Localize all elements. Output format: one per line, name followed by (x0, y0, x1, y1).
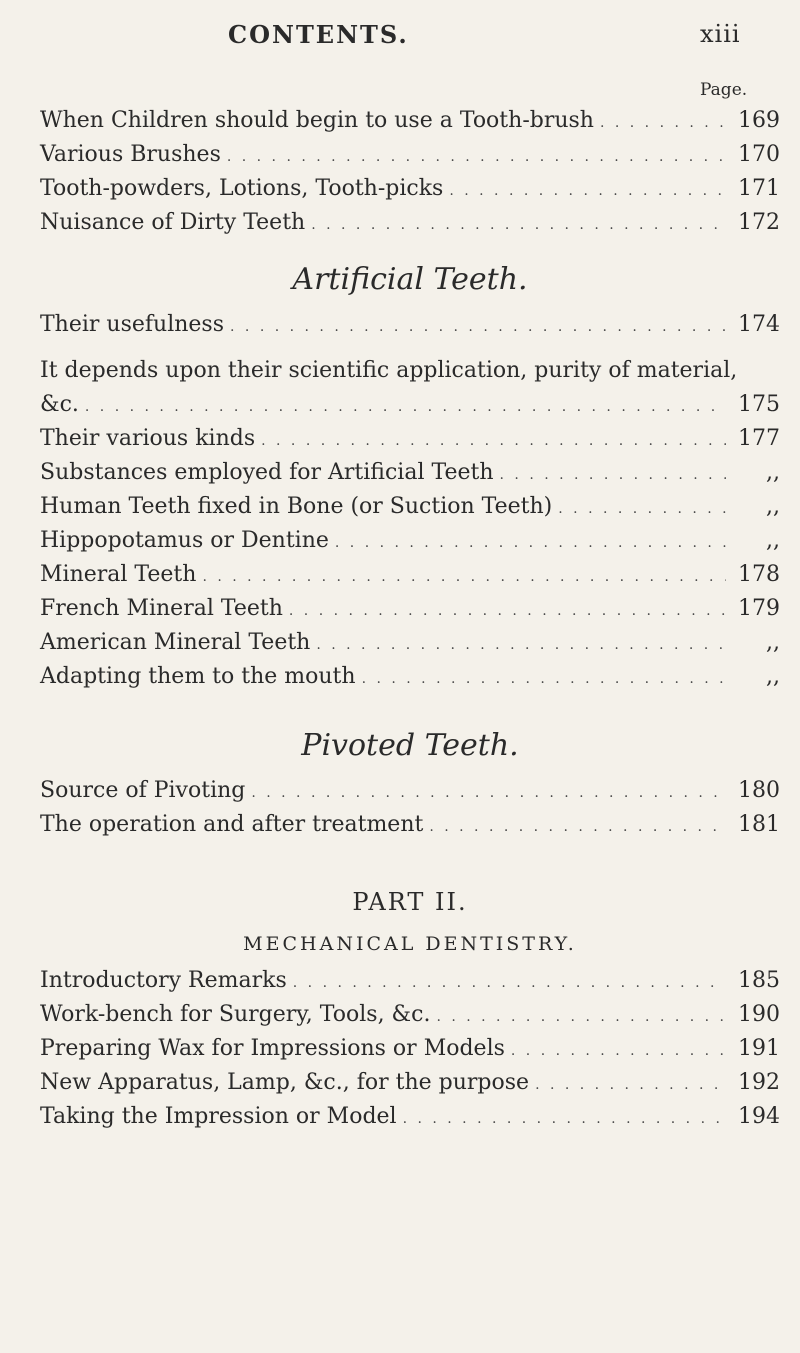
dot-leader (535, 1068, 726, 1102)
entry-page: 170 (738, 142, 780, 167)
toc-entry (40, 774, 780, 808)
dot-leader (289, 594, 726, 628)
entry-page: ,, (766, 630, 780, 655)
dot-leader (316, 628, 726, 662)
dot-leader (311, 208, 726, 242)
entry-page: 171 (738, 176, 780, 201)
toc-entry (40, 490, 780, 524)
entry-title: Their various kinds (40, 426, 256, 451)
entry-title: Substances employed for Artificial Teeth (40, 460, 494, 485)
running-title: CONTENTS. (228, 20, 409, 49)
entry-page: 194 (738, 1104, 780, 1129)
dot-leader (429, 810, 726, 844)
dot-leader (500, 458, 726, 492)
entry-title: Introductory Remarks (40, 968, 287, 993)
entry-group-tooth-brush (40, 104, 780, 240)
toc-entry (40, 172, 780, 206)
toc-entry (40, 964, 780, 998)
toc-entry (40, 660, 780, 694)
entry-title: French Mineral Teeth (40, 596, 283, 621)
dot-leader (403, 1102, 726, 1136)
toc-entry-continued (40, 388, 780, 422)
part-subtitle: MECHANICAL DENTISTRY. (243, 933, 577, 955)
entry-title: Tooth-powders, Lotions, Tooth-picks (40, 176, 444, 201)
dot-leader (511, 1034, 726, 1068)
section-heading-artificial-teeth: Artificial Teeth. (292, 262, 528, 297)
entry-page: 191 (738, 1036, 780, 1061)
entry-title: Work-bench for Surgery, Tools, &c. (40, 1002, 431, 1027)
toc-entry (40, 1100, 780, 1134)
dot-leader (251, 776, 726, 810)
toc-entry (40, 524, 780, 558)
toc-entry (40, 592, 780, 626)
entry-page: 181 (738, 812, 780, 837)
entry-title: The operation and after treatment (40, 812, 424, 837)
toc-entry (40, 206, 780, 240)
entry-title: Mineral Teeth (40, 562, 197, 587)
entry-title: Preparing Wax for Impressions or Models (40, 1036, 505, 1061)
entry-group-mechanical (40, 964, 780, 1134)
toc-entry (40, 456, 780, 490)
entry-page: 190 (738, 1002, 780, 1027)
dot-leader (362, 662, 726, 696)
page-column-label: Page. (700, 80, 748, 100)
page-header (0, 20, 800, 54)
entry-page: 174 (738, 312, 780, 337)
toc-entry (40, 308, 780, 342)
entry-page: ,, (766, 528, 780, 553)
toc-entry (40, 1032, 780, 1066)
dot-leader (227, 140, 726, 174)
entry-title-line-2: &c. (40, 392, 79, 417)
dot-leader (85, 390, 726, 424)
toc-entry (40, 998, 780, 1032)
dot-leader (202, 560, 726, 594)
dot-leader (449, 174, 726, 208)
contents-list (40, 104, 780, 1134)
toc-entry (40, 138, 780, 172)
entry-title: Source of Pivoting (40, 778, 246, 803)
entry-page: ,, (766, 494, 780, 519)
entry-page: 180 (738, 778, 780, 803)
entry-title: Their usefulness (40, 312, 225, 337)
dot-leader (230, 310, 726, 344)
entry-page: 169 (738, 108, 780, 133)
entry-title: Human Teeth fixed in Bone (or Suction Teeth) (40, 494, 553, 519)
entry-page: 192 (738, 1070, 780, 1095)
folio-number: xiii (700, 20, 741, 48)
entry-title: American Mineral Teeth (40, 630, 311, 655)
entry-title: New Apparatus, Lamp, &c., for the purpose (40, 1070, 530, 1095)
entry-page: ,, (766, 664, 780, 689)
toc-entry (40, 808, 780, 842)
entry-title: Various Brushes (40, 142, 221, 167)
entry-title-line-1: It depends upon their scientific application, purity of material, (40, 358, 738, 383)
entry-page: 175 (738, 392, 780, 417)
toc-entry (40, 104, 780, 138)
section-heading-pivoted-teeth: Pivoted Teeth. (301, 728, 519, 763)
entry-page: 179 (738, 596, 780, 621)
entry-page: 178 (738, 562, 780, 587)
dot-leader (293, 966, 726, 1000)
part-heading: PART II. (352, 888, 468, 916)
entry-page: ,, (766, 460, 780, 485)
entry-title: Nuisance of Dirty Teeth (40, 210, 306, 235)
toc-entry (40, 558, 780, 592)
dot-leader (335, 526, 726, 560)
entry-group-artificial (40, 422, 780, 694)
dot-leader (600, 106, 726, 140)
toc-entry (40, 626, 780, 660)
dot-leader (436, 1000, 726, 1034)
entry-title: Hippopotamus or Dentine (40, 528, 329, 553)
entry-title: When Children should begin to use a Tooth-brush (40, 108, 594, 133)
entry-page: 177 (738, 426, 780, 451)
dot-leader (558, 492, 726, 526)
entry-title: Taking the Impression or Model (40, 1104, 397, 1129)
entry-title: Adapting them to the mouth (40, 664, 356, 689)
entry-page: 185 (738, 968, 780, 993)
toc-entry (40, 1066, 780, 1100)
entry-page: 172 (738, 210, 780, 235)
toc-entry (40, 422, 780, 456)
dot-leader (261, 424, 726, 458)
